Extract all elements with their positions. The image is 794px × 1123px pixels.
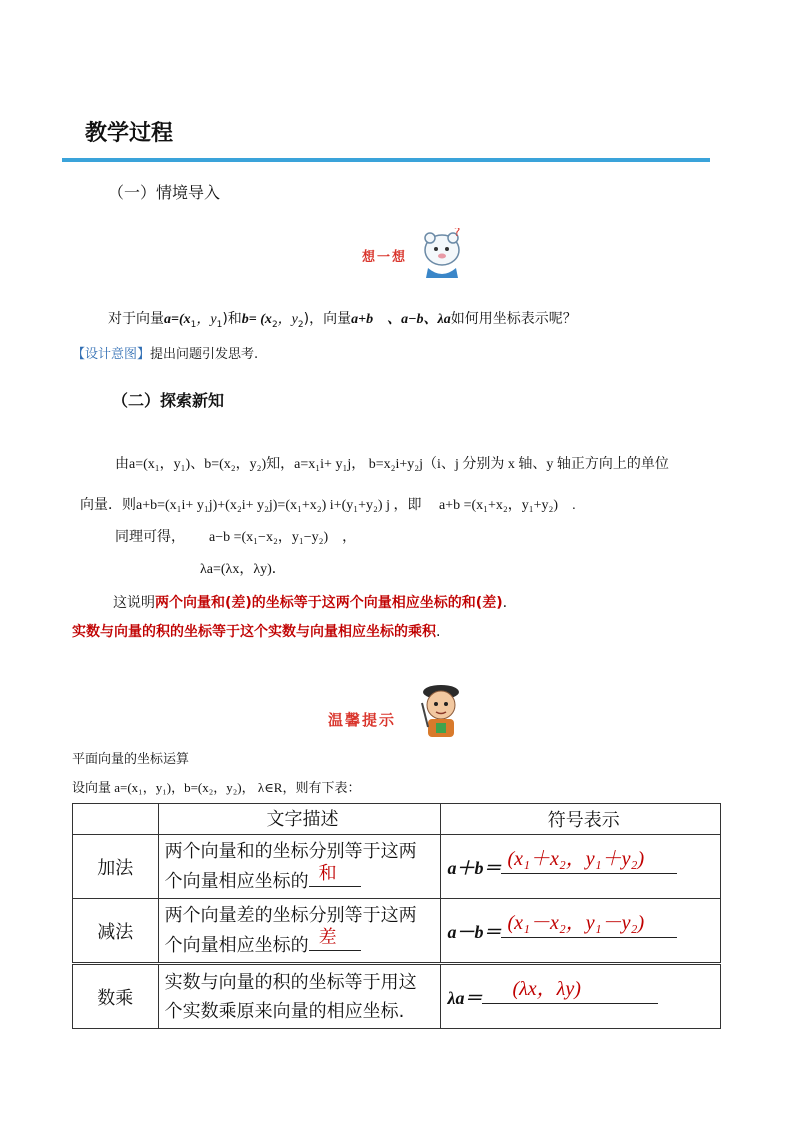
think-badge [362,228,474,280]
row-symbol-sub [441,899,721,964]
design-intent [72,343,258,362]
row-desc-add-line2 [164,863,441,896]
think-badge-label: 想一想 [362,250,408,265]
question-ops: a+b 、a−b、λa [351,312,451,327]
question-end: 如何用坐标表示呢？ [450,311,577,327]
answer-scalar: (λx，λy) [512,978,581,1000]
row-desc-sub-line2 [164,927,441,960]
explore-line-3-prefix: 同理可得， [115,529,185,545]
tip-badge [328,683,468,739]
design-intent-text: 提出问题引发思考. [150,347,259,362]
title-divider [62,158,710,162]
question-b-eq: b= (x [241,312,272,327]
explore-conclusion-sum: 两个向量和(差)的坐标等于这两个向量相应坐标的和(差) [155,595,503,611]
fill-blank-sub [309,927,361,951]
row-label-scalar: 数乘 [73,964,159,1029]
explore-line-5 [113,592,507,612]
table-row [73,899,721,964]
table-row [73,835,721,899]
fill-blank-add [309,863,361,887]
tip-intro: 设向量 a=(x₁，y₁)，b=(x₂，y₂)， λ∈R，则有下表： [72,780,361,795]
row-symbol-sub-lhs: a－b＝ [447,922,502,942]
row-symbol-add-lhs: a＋b＝ [447,858,502,878]
row-label-add: 加法 [73,835,159,899]
row-desc-sub [158,899,441,964]
row-desc-scalar [158,964,441,1029]
table-row [73,964,721,1029]
table-header-row [73,804,721,835]
explore-line-3-formula: a−b =(x₁−x₂，y₁−y₂) ， [209,530,357,545]
explore-line-6 [72,621,440,641]
answer-blank-sub [501,912,677,938]
explore-line-2: 向量．则a+b=(x₁i+ y₁j)+(x₂i+ y₂j)=(x₁+x₂) i+(y₁+y₂) j ，即 a+b =(x₁+x₂，y₁+y₂) . [80,498,576,513]
explore-line-3 [115,526,356,546]
teacher-mascot-icon [416,683,466,739]
answer-blank-scalar [482,978,658,1004]
question-b-rest: ，y [277,312,298,327]
table-header-symbol: 符号表示 [441,804,721,835]
row-label-sub: 减法 [73,899,159,964]
page-title: 教学过程 [85,121,174,146]
question-a-eq: a=(x [164,312,191,327]
question-a-rest: ，y [196,312,217,327]
row-desc-sub-line1: 两个向量差的坐标分别等于这两 [164,905,417,926]
row-symbol-scalar [441,964,721,1029]
answer-blank-add [501,848,677,874]
fill-blank-sub-answer: 差 [318,927,337,948]
table-header-blank [73,804,159,835]
row-desc-scalar-line2: 个实数乘原来向量的相应坐标. [164,1000,405,1022]
row-symbol-add [441,835,721,899]
row-desc-scalar-line1: 实数与向量的积的坐标等于用这 [164,971,417,993]
question-mid: )和 [222,311,242,327]
row-desc-add [158,835,441,899]
explore-line-4: λa=(λx，λy)． [200,562,286,577]
bear-mascot-icon [414,228,470,280]
explore-line-6-end: . [436,624,441,640]
row-desc-add-line2-text: 个向量相应坐标的 [164,871,309,892]
fill-blank-add-answer: 和 [318,863,337,884]
row-symbol-scalar-lhs: λa＝ [447,988,483,1008]
question-tail: )，向量 [303,311,352,327]
explore-conclusion-scalar: 实数与向量的积的坐标等于这个实数与向量相应坐标的乘积 [72,624,436,640]
tip-badge-label: 温馨提示 [328,711,397,729]
answer-sub: (x₁－x₂，y₁－y₂) [507,912,645,934]
table-header-desc: 文字描述 [158,804,441,835]
answer-add: (x₁＋x₂，y₁＋y₂) [507,848,645,870]
section-heading-intro: （一）情境导入 [108,183,221,202]
svg-text:?: ? [454,228,461,239]
design-intent-label: 【设计意图】 [72,347,151,362]
row-desc-add-line1: 两个向量和的坐标分别等于这两 [164,841,417,862]
question-p1: 对于向量 [108,311,164,327]
explore-line-5-prefix: 这说明 [113,595,155,611]
coordinate-operations-table [72,803,721,1029]
row-desc-sub-line2-text: 个向量相应坐标的 [164,935,309,956]
section-heading-explore: （二）探索新知 [112,391,225,410]
explore-line-5-end: . [502,595,508,611]
tip-heading: 平面向量的坐标运算 [72,752,190,767]
explore-line-1: 由a=(x₁，y₁)、b=(x₂，y₂)知，a=x₁i+ y₁j， b=x₂i+y₂j（i、j 分别为 x 轴、y 轴正方向上的单位 [115,457,669,472]
question-line: 对于向量$a=(x_1$，$y_1$)和$b= (x_2$，$y_2$)，向量a+b 、a−b、λa如何用坐标表示呢？ [108,311,577,330]
